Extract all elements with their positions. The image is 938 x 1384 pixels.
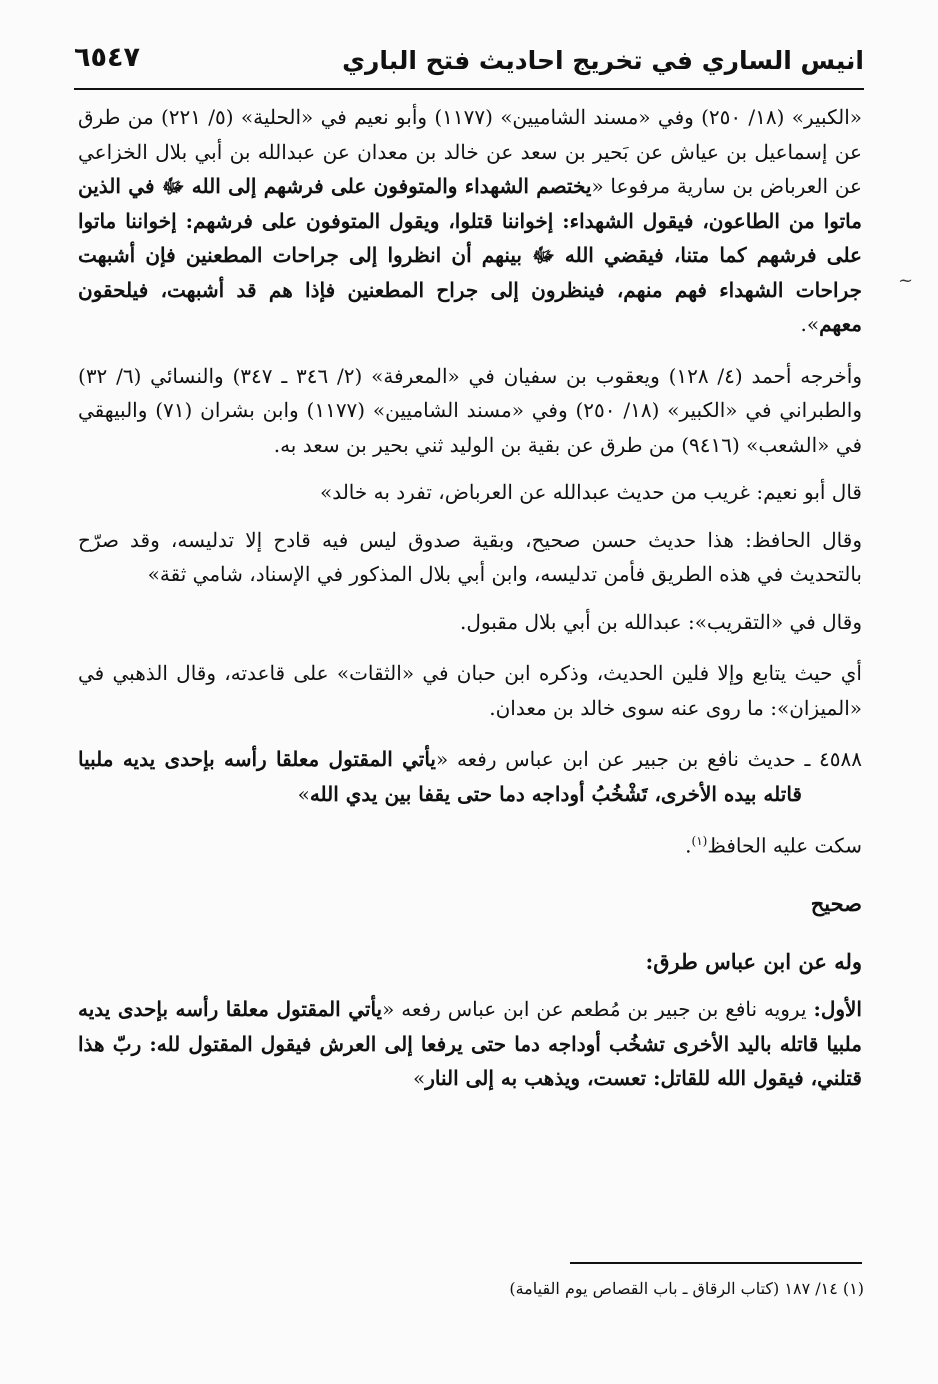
text-run: حديث نافع بن جبير عن ابن عباس رفعه « xyxy=(435,747,796,771)
footnote-divider xyxy=(570,1262,862,1264)
paragraph-takhrij-continued xyxy=(78,100,862,342)
hadith-text: يأتي المقتول معلقا رأسه بإحدى يديه ملبيا قاتله باليد الأخرى تشخُب أوداجه دما حتى يرفعا إلى العرش فيقول المقتول لله: ربّ هذا قتلني، فيقول الله للقاتل: تعست، ويذهب به إلى النار xyxy=(78,997,862,1091)
paragraph-sakata xyxy=(78,824,862,863)
text-run: «الكبير» (١٨/ ٢٥٠) وفي «مسند الشاميين» (١١٧٧) وأبو نعيم في «الحلية» (٥/ ٢٢١) من طرق عن إسماعيل بن عياش عن بَحير بن سعد عن خالد بن معدان عن عبدالله بن أبي بلال الخزاعي عن العرباض بن سارية مرفوعا « xyxy=(78,105,862,198)
footnote-reference: (١) xyxy=(691,834,708,848)
text-run: » xyxy=(412,1066,426,1091)
grading-heading: صحيح xyxy=(810,891,862,917)
running-title: انيس الساري في تخريج احاديث فتح الباري xyxy=(342,46,864,75)
route-label: الأول: xyxy=(813,997,862,1022)
text-run: سكت عليه الحافظ xyxy=(707,833,862,858)
main-text xyxy=(78,100,862,1096)
hadith-text: يختصم الشهداء والمتوفون على فرشهم إلى الله ﷻ في الذين ماتوا من الطاعون، فيقول الشهداء: إخواننا قتلوا، ويقول المتوفون على فرشهم: إخواننا ماتوا على فرشهم كما متنا، فيقضي الله ﷻ بينهم أن انظروا إلى جراحات المطعنين فإن أشبهت جراحات الشهداء فهم منهم، فينظرون إلى جراح المطعنين فإذا هم قد أشبهت، فيلحقون معهم xyxy=(78,174,862,336)
text-run: ». xyxy=(800,312,820,336)
paragraph-akhrajahu: وأخرجه أحمد (٤/ ١٢٨) ويعقوب بن سفيان في «المعرفة» (٢/ ٣٤٦ ـ ٣٤٧) والنسائي (٦/ ٣٢) والطبراني في «الكبير» (١٨/ ٢٥٠) وفي «مسند الشاميين» (١١٧٧) وابن بشران (٧١) والبيهقي في «الشعب» (٩٤١٦) من طرق عن بقية بن الوليد ثني بحير بن سعد به. xyxy=(78,363,862,457)
text-run: . xyxy=(685,833,692,858)
paragraph-abu-nuaym: قال أبو نعيم: غريب من حديث عبدالله عن العرباض، تفرد به خالد» xyxy=(319,480,862,504)
paragraph-hafiz: وقال الحافظ: هذا حديث حسن صحيح، وبقية صدوق ليس فيه قادح إلا تدليسه، وقد صرّح بالتحديث في هذه الطريق فأمن تدليسه، وابن أبي بلال المذكور في الإسناد، شامي ثقة» xyxy=(78,527,862,586)
footnote-1: (١) ١٤/ ١٨٧ (كتاب الرقاق ـ باب القصاص يوم القيامة) xyxy=(509,1279,864,1298)
paragraph-taqrib: وقال في «التقريب»: عبدالله بن أبي بلال مقبول. xyxy=(460,609,862,634)
page-header xyxy=(74,40,864,90)
paragraph-thiqat: أي حيث يتابع وإلا فلين الحديث، وذكره ابن حبان في «الثقات» على قاعدته، وقال الذهبي في «الميزان»: ما روى عنه سوى خالد بن معدان. xyxy=(78,661,862,720)
hadith-entry-4588 xyxy=(78,742,862,811)
page-number: ٦٥٤٧ xyxy=(74,42,140,73)
hadith-text: يأتي المقتول معلقا رأسه بإحدى يديه ملبيا قاتله بيده الأخرى، تَشْخُبُ أوداجه دما حتى يقفا بين يدي الله xyxy=(78,747,802,806)
margin-mark: ~ xyxy=(898,270,914,291)
section-heading: وله عن ابن عباس طرق: xyxy=(645,949,862,975)
hadith-number: ٤٥٨٨ ـ xyxy=(795,747,862,771)
paragraph-first-route xyxy=(78,992,862,1096)
text-run: » xyxy=(297,781,310,806)
text-run: يرويه نافع بن جبير بن مُطعم عن ابن عباس رفعه « xyxy=(382,997,814,1022)
